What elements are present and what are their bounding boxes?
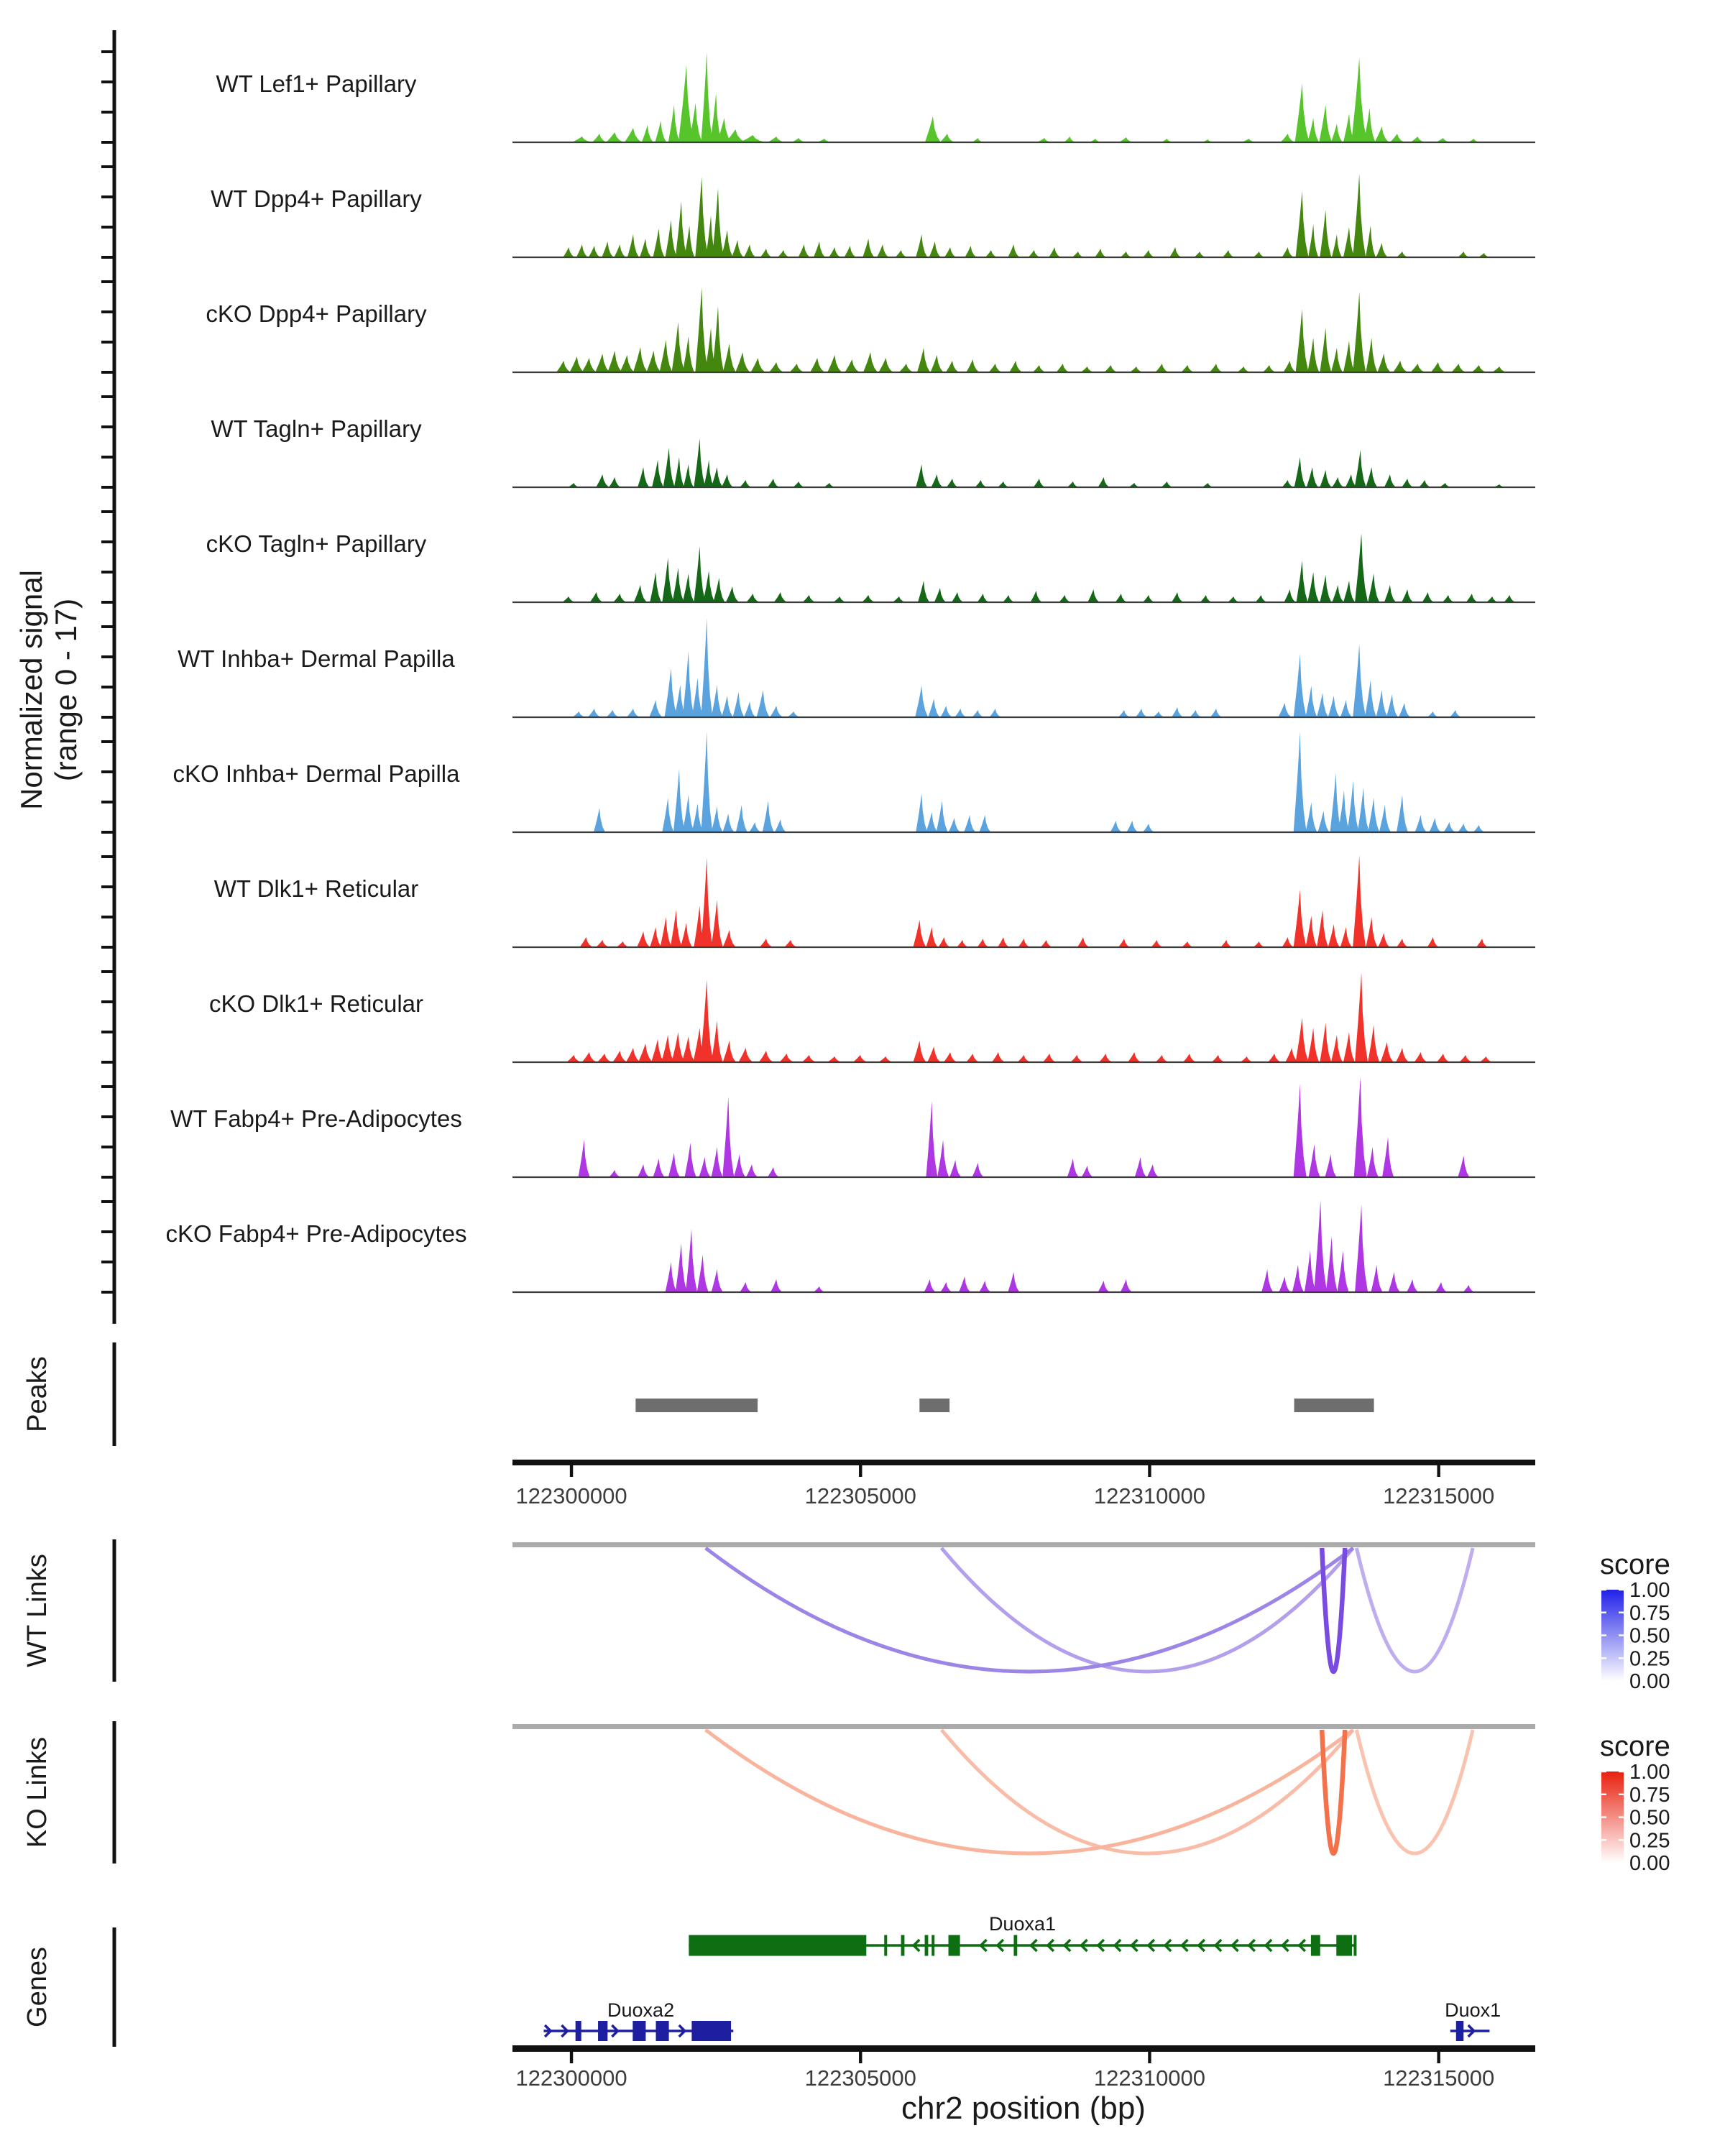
ko-score-tick-label: 1.00 bbox=[1629, 1761, 1670, 1784]
signal-axis-tick bbox=[101, 256, 114, 259]
track-label: WT Dlk1+ Reticular bbox=[213, 875, 419, 902]
y-axis-label-line1: Normalized signal bbox=[14, 570, 48, 810]
signal-axis-tick bbox=[101, 141, 114, 144]
wt-score-tick-label: 1.00 bbox=[1629, 1579, 1670, 1602]
wt-links-top-line bbox=[512, 1542, 1535, 1547]
bottom-axis-tick bbox=[1148, 2052, 1151, 2063]
signal-axis-tick bbox=[101, 1291, 114, 1294]
signal-axis-tick bbox=[101, 1146, 114, 1148]
colorbar-tick bbox=[1601, 1657, 1606, 1659]
colorbar-tick bbox=[1619, 1680, 1624, 1682]
track-label: cKO Dlk1+ Reticular bbox=[208, 990, 424, 1017]
upper-axis-tick-label: 122310000 bbox=[1093, 1483, 1206, 1508]
signal-axis-tick bbox=[101, 1261, 114, 1263]
colorbar-tick bbox=[1601, 1634, 1606, 1636]
wt-links-panel-bar bbox=[113, 1539, 116, 1682]
bottom-axis-tick bbox=[570, 2052, 573, 2063]
bottom-axis-tick bbox=[1437, 2052, 1440, 2063]
figure-text-labels bbox=[14, 570, 1670, 2126]
signal-area-3 bbox=[512, 287, 1535, 372]
signal-axis-tick bbox=[101, 1031, 114, 1033]
signal-axis-spine bbox=[113, 30, 116, 1324]
track-label: WT Fabp4+ Pre-Adipocytes bbox=[170, 1105, 462, 1132]
ko-link-arc bbox=[942, 1730, 1353, 1853]
gene-exon bbox=[901, 1935, 905, 1956]
gene-exon bbox=[932, 1935, 934, 1956]
signal-axis-tick bbox=[101, 371, 114, 374]
track-label: cKO Tagln+ Papillary bbox=[206, 530, 427, 557]
wt-link-arc bbox=[1356, 1548, 1473, 1672]
gene-exon bbox=[689, 1935, 866, 1956]
signal-axis-tick bbox=[101, 310, 114, 313]
track-label: WT Dpp4+ Papillary bbox=[211, 185, 422, 212]
upper-axis-tick bbox=[1148, 1465, 1151, 1477]
upper-axis-tick bbox=[859, 1465, 862, 1477]
signal-area-2 bbox=[512, 174, 1535, 257]
signal-axis-tick bbox=[101, 510, 114, 513]
colorbar-tick bbox=[1619, 1839, 1624, 1841]
peak-interval bbox=[919, 1399, 949, 1412]
gene-exon bbox=[884, 1935, 887, 1956]
colorbar-tick bbox=[1619, 1862, 1624, 1864]
upper-axis-tick bbox=[1437, 1465, 1440, 1477]
signal-axis-tick bbox=[101, 395, 114, 398]
genes-panel-bar bbox=[113, 1927, 116, 2047]
signal-axis-tick bbox=[101, 1115, 114, 1118]
signal-axis-tick bbox=[101, 1085, 114, 1088]
signal-axis-tick bbox=[101, 456, 114, 459]
ko-score-tick-label: 0.25 bbox=[1629, 1829, 1670, 1853]
signal-axis-tick bbox=[101, 1000, 114, 1003]
signal-area-6 bbox=[512, 618, 1535, 717]
signal-area-9 bbox=[512, 972, 1535, 1062]
bottom-axis-tick bbox=[859, 2052, 862, 2063]
upper-axis-tick-label: 122305000 bbox=[804, 1483, 916, 1508]
signal-axis-tick bbox=[101, 601, 114, 604]
signal-area-10 bbox=[512, 1077, 1535, 1177]
ko-link-arc bbox=[1356, 1730, 1473, 1853]
gene-exon bbox=[576, 2021, 581, 2041]
signal-axis-tick bbox=[101, 970, 114, 973]
signal-axis-tick bbox=[101, 801, 114, 803]
ko-links-panel-bar bbox=[113, 1721, 116, 1864]
gene-exon bbox=[949, 1935, 960, 1956]
peaks-panel-label: Peaks bbox=[22, 1356, 52, 1432]
signal-axis-tick bbox=[101, 80, 114, 83]
gene-exon bbox=[1336, 1935, 1352, 1956]
wt-link-arc bbox=[706, 1548, 1353, 1672]
signal-axis-tick bbox=[101, 341, 114, 344]
wt-score-tick-label: 0.75 bbox=[1629, 1601, 1670, 1625]
colorbar-tick bbox=[1619, 1612, 1624, 1613]
bottom-axis-tick-label: 122300000 bbox=[515, 2065, 627, 2091]
bottom-axis-line bbox=[512, 2045, 1535, 2052]
colorbar-tick bbox=[1601, 1794, 1606, 1795]
ko-score-tick-label: 0.50 bbox=[1629, 1806, 1670, 1830]
gene-exon bbox=[598, 2021, 607, 2041]
signal-axis-tick bbox=[101, 1061, 114, 1064]
signal-axis-tick bbox=[101, 165, 114, 168]
gene-exon bbox=[1353, 1935, 1356, 1956]
wt-score-tick-label: 0.50 bbox=[1629, 1624, 1670, 1648]
bottom-axis-tick-label: 122310000 bbox=[1093, 2065, 1206, 2091]
track-label: WT Lef1+ Papillary bbox=[216, 70, 417, 97]
ko-links-top-line bbox=[512, 1724, 1535, 1729]
gene-exon bbox=[925, 1935, 929, 1956]
signal-area-1 bbox=[512, 52, 1535, 142]
wt-score-legend-title: score bbox=[1600, 1549, 1670, 1580]
colorbar-tick bbox=[1619, 1816, 1624, 1818]
signal-axis-tick bbox=[101, 280, 114, 283]
wt-links-panel-label: WT Links bbox=[22, 1554, 52, 1667]
signal-axis-tick bbox=[101, 1176, 114, 1179]
gene-exon bbox=[1311, 1935, 1320, 1956]
ko-score-legend-title: score bbox=[1600, 1731, 1670, 1762]
colorbar-tick bbox=[1619, 1634, 1624, 1636]
signal-axis-tick bbox=[101, 625, 114, 628]
track-label: cKO Inhba+ Dermal Papilla bbox=[172, 760, 460, 787]
colorbar-tick bbox=[1619, 1657, 1624, 1659]
signal-axis-tick bbox=[101, 486, 114, 489]
signal-axis-tick bbox=[101, 540, 114, 543]
signal-axis-tick bbox=[101, 916, 114, 918]
signal-axis-tick bbox=[101, 1230, 114, 1233]
upper-axis-tick-label: 122315000 bbox=[1383, 1483, 1495, 1508]
genes-panel-label: Genes bbox=[22, 1947, 52, 2027]
signal-axis-tick bbox=[101, 855, 114, 858]
signal-axis-tick bbox=[101, 571, 114, 573]
track-label: cKO Dpp4+ Papillary bbox=[206, 300, 427, 327]
signal-axis-tick bbox=[101, 655, 114, 658]
colorbar-tick bbox=[1601, 1589, 1606, 1590]
colorbar-tick bbox=[1601, 1612, 1606, 1613]
gene-exon bbox=[656, 2021, 668, 2041]
colorbar-tick bbox=[1601, 1862, 1606, 1864]
track-label: WT Tagln+ Papillary bbox=[211, 415, 422, 442]
gene-exon bbox=[1013, 1935, 1017, 1956]
signal-axis-tick bbox=[101, 885, 114, 888]
rendered-panels bbox=[101, 30, 1670, 2091]
signal-axis-tick bbox=[101, 770, 114, 773]
track-label: cKO Fabp4+ Pre-Adipocytes bbox=[165, 1220, 467, 1247]
colorbar-tick bbox=[1601, 1680, 1606, 1682]
colorbar-tick bbox=[1619, 1794, 1624, 1795]
signal-axis-tick bbox=[101, 425, 114, 428]
signal-axis-tick bbox=[101, 740, 114, 743]
wt-score-tick-label: 0.25 bbox=[1629, 1647, 1670, 1671]
gene-name-label: Duoxa1 bbox=[988, 1913, 1057, 1935]
gene-exon bbox=[632, 2021, 645, 2041]
peak-interval bbox=[635, 1399, 758, 1412]
y-axis-label-line2: (range 0 - 17) bbox=[49, 598, 83, 782]
x-axis-title: chr2 position (bp) bbox=[901, 2091, 1146, 2126]
signal-area-7 bbox=[512, 732, 1535, 832]
upper-axis-tick bbox=[570, 1465, 573, 1477]
bottom-axis-tick-label: 122315000 bbox=[1383, 2065, 1495, 2091]
signal-axis-tick bbox=[101, 111, 114, 114]
signal-area-8 bbox=[512, 855, 1535, 947]
signal-area-4 bbox=[512, 438, 1535, 487]
signal-axis-tick bbox=[101, 226, 114, 229]
signal-axis-tick bbox=[101, 195, 114, 198]
colorbar-tick bbox=[1601, 1839, 1606, 1841]
signal-axis-tick bbox=[101, 50, 114, 53]
wt-score-tick-label: 0.00 bbox=[1629, 1670, 1670, 1693]
signal-axis-tick bbox=[101, 831, 114, 834]
colorbar-tick bbox=[1601, 1816, 1606, 1818]
peak-interval bbox=[1294, 1399, 1374, 1412]
ko-score-tick-label: 0.75 bbox=[1629, 1783, 1670, 1807]
bottom-axis-tick-label: 122305000 bbox=[804, 2065, 916, 2091]
signal-axis-tick bbox=[101, 1200, 114, 1203]
gene-name-label: Duox1 bbox=[1445, 1999, 1501, 2021]
colorbar-tick bbox=[1619, 1771, 1624, 1772]
peaks-panel-bar bbox=[113, 1342, 116, 1446]
signal-axis-tick bbox=[101, 716, 114, 719]
signal-area-11 bbox=[512, 1200, 1535, 1292]
colorbar-tick bbox=[1601, 1771, 1606, 1772]
signal-axis-tick bbox=[101, 686, 114, 688]
gene-exon bbox=[1456, 2021, 1463, 2041]
upper-axis-tick-label: 122300000 bbox=[515, 1483, 627, 1508]
ko-link-arc bbox=[706, 1730, 1353, 1853]
upper-axis-line bbox=[512, 1460, 1535, 1465]
colorbar-tick bbox=[1619, 1589, 1624, 1590]
ko-links-panel-label: KO Links bbox=[22, 1736, 52, 1848]
signal-axis-tick bbox=[101, 946, 114, 949]
wt-link-arc bbox=[942, 1548, 1353, 1672]
ko-score-tick-label: 0.00 bbox=[1629, 1852, 1670, 1875]
gene-exon bbox=[691, 2021, 731, 2041]
track-label: WT Inhba+ Dermal Papilla bbox=[178, 645, 455, 672]
gene-name-label: Duoxa2 bbox=[607, 1999, 675, 2021]
signal-area-5 bbox=[512, 533, 1535, 602]
